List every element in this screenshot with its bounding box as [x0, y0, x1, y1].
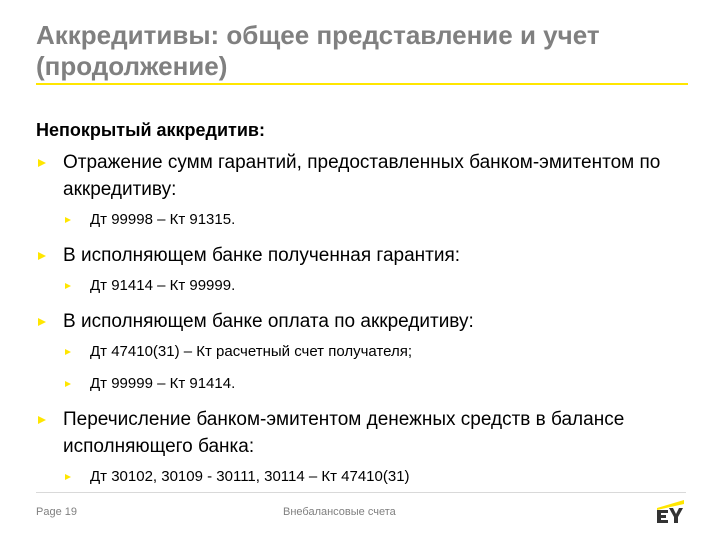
bullet-item: [36, 308, 686, 335]
bullet-item: [36, 406, 686, 460]
sub-bullet-item: [36, 276, 686, 296]
subheading: Непокрытый аккредитив:: [36, 120, 265, 140]
sub-bullet-item: [36, 374, 686, 394]
sub-bullet-item: [36, 210, 686, 230]
sub-bullet-text: Дт 91414 – Кт 99999.: [90, 277, 236, 294]
slide-content: [36, 118, 686, 499]
sub-bullet-text: Дт 30102, 30109 - 30111, 30114 – Кт 47410(31): [90, 468, 410, 485]
triangle-bullet-icon: [65, 283, 71, 289]
sub-bullet-item: [36, 467, 686, 487]
triangle-bullet-icon: [38, 159, 46, 167]
title-underline: [36, 83, 688, 85]
triangle-bullet-icon: [65, 474, 71, 480]
footer-divider: [36, 492, 686, 493]
footer-caption: Внебалансовые счета: [283, 506, 396, 518]
sub-bullet-text: Дт 99999 – Кт 91414.: [90, 375, 236, 392]
sub-bullet-text: Дт 47410(31) – Кт расчетный счет получателя;: [90, 343, 413, 360]
bullet-item: [36, 242, 686, 269]
triangle-bullet-icon: [65, 217, 71, 223]
bullet-text: В исполняющем банке полученная гарантия:: [63, 245, 461, 266]
triangle-bullet-icon: [65, 381, 71, 387]
triangle-bullet-icon: [65, 349, 71, 355]
triangle-bullet-icon: [38, 416, 46, 424]
bullet-text: В исполняющем банке оплата по аккредитиву:: [63, 311, 474, 332]
ey-logo-icon: [654, 498, 688, 524]
bullet-item: [36, 149, 686, 203]
sub-bullet-text: Дт 99998 – Кт 91315.: [90, 211, 236, 228]
page-number: Page 19: [36, 506, 77, 518]
triangle-bullet-icon: [38, 252, 46, 260]
sub-bullet-item: [36, 342, 686, 362]
slide-title: Аккредитивы: общее представление и учет (продолжение): [36, 20, 600, 81]
bullet-text: Отражение сумм гарантий, предоставленных банком-эмитентом по аккредитиву:: [63, 152, 661, 200]
bullet-text: Перечисление банком-эмитентом денежных средств в балансе исполняющего банка:: [63, 409, 625, 457]
triangle-bullet-icon: [38, 318, 46, 326]
